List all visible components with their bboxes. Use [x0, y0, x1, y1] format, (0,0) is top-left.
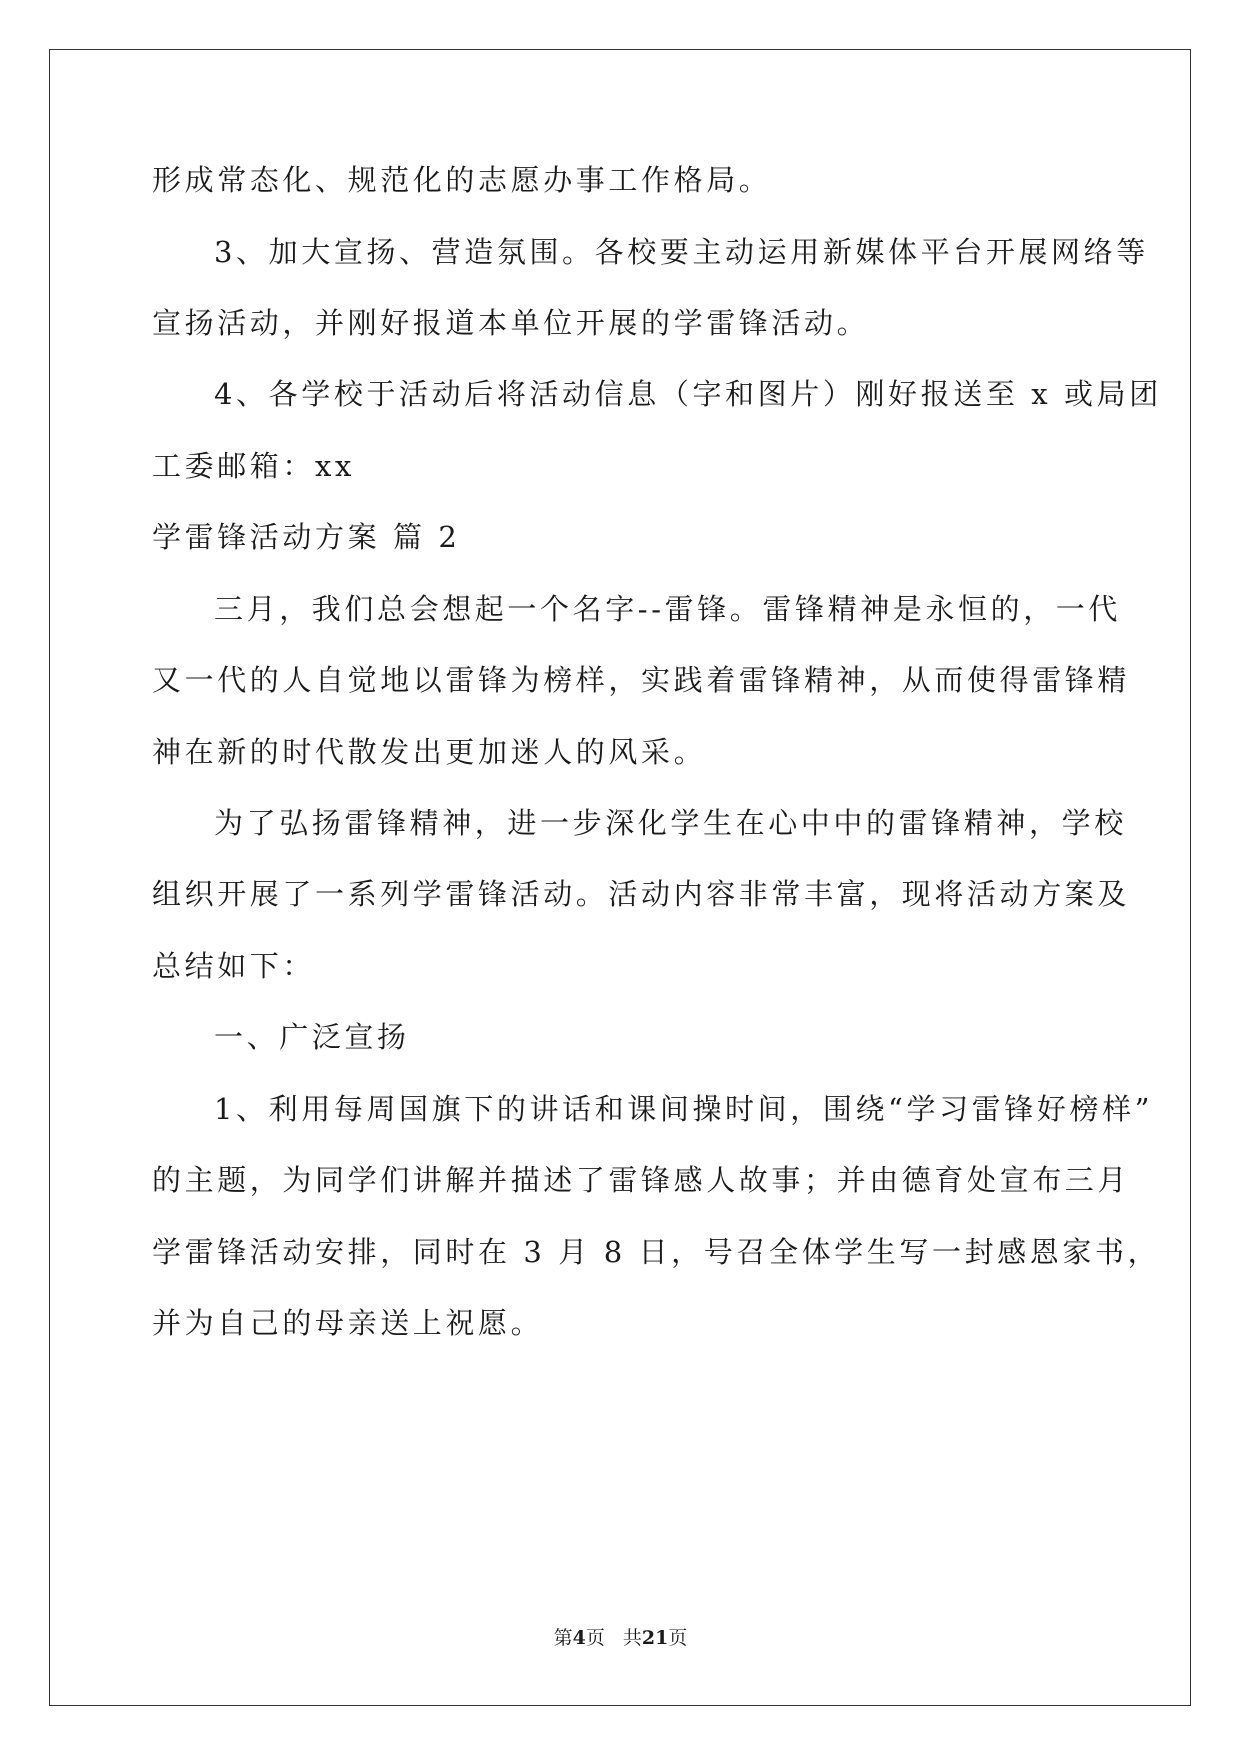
- paragraph-line: 3、加大宣扬、营造氛围。各校要主动运用新媒体平台开展网络等: [214, 235, 1149, 269]
- page-number: 4: [572, 1627, 586, 1649]
- paragraph-line: 组织开展了一系列学雷锋活动。活动内容非常丰富，现将活动方案及: [152, 877, 1131, 911]
- page-footer: [0, 1626, 1241, 1650]
- paragraph-line: 的主题，为同学们讲解并描述了雷锋感人故事；并由德育处宣布三月: [152, 1163, 1131, 1197]
- paragraph-line: 并为自己的母亲送上祝愿。: [152, 1306, 544, 1340]
- paragraph-line: 1、利用每周国旗下的讲话和课间操时间，围绕“学习雷锋好榜样”: [214, 1092, 1154, 1126]
- paragraph-line: 三月，我们总会想起一个名字--雷锋。雷锋精神是永恒的，一代: [214, 592, 1121, 626]
- paragraph-line: 学雷锋活动安排，同时在 3 月 8 日，号召全体学生写一封感恩家书，: [152, 1235, 1161, 1269]
- paragraph-line: 又一代的人自觉地以雷锋为榜样，实践着雷锋精神，从而使得雷锋精: [152, 663, 1131, 697]
- page-prefix: 第: [553, 1627, 573, 1649]
- subheading: 一、广泛宣扬: [214, 1020, 410, 1054]
- paragraph-line: 形成常态化、规范化的志愿办事工作格局。: [152, 163, 772, 197]
- paragraph-line: 神在新的时代散发出更加迷人的风采。: [152, 735, 707, 769]
- paragraph-line: 4、各学校于活动后将活动信息（字和图片）刚好报送至 x 或局团: [214, 377, 1162, 411]
- section-heading: 学雷锋活动方案 篇 2: [152, 520, 461, 554]
- paragraph-line: 为了弘扬雷锋精神，进一步深化学生在心中中的雷锋精神，学校: [214, 806, 1127, 840]
- paragraph-line: 总结如下：: [152, 949, 316, 983]
- total-prefix: 共: [622, 1627, 642, 1649]
- paragraph-line: 宣扬活动，并刚好报道本单位开展的学雷锋活动。: [152, 306, 870, 340]
- page-suffix: 页: [585, 1627, 605, 1649]
- total-pages: 21: [641, 1627, 669, 1649]
- paragraph-line: 工委邮箱：xx: [152, 449, 355, 483]
- total-suffix: 页: [668, 1627, 688, 1649]
